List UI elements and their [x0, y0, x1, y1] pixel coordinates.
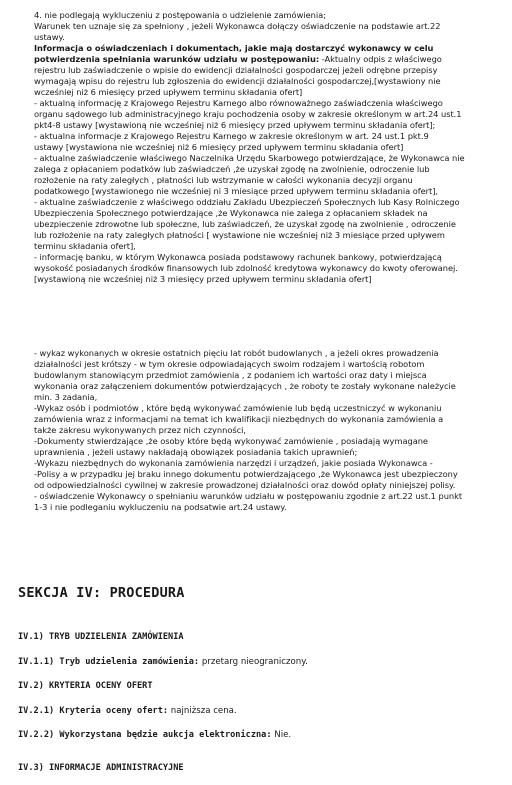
heading-iv-2-1	[18, 706, 498, 717]
text-line: ubezpieczenie zdrowotne lub społeczne, lub zaświadczeń, że uzyskał zgodę na zwolnienie , odroczenie	[34, 219, 456, 229]
heading-label: IV.1.1) Tryb udzielenia zamówienia:	[18, 657, 200, 667]
heading-iv-1-1	[18, 657, 498, 668]
text-line: organu sądowego lub administracyjnego kraju pochodzenia osoby w zakresie określonym w art.24 ust.1	[34, 109, 462, 119]
heading-label: IV.2.2) Wykorzystana będzie aukcja elektroniczna:	[18, 730, 272, 740]
heading-label: IV.3) INFORMACJE ADMINISTRACYJNE	[18, 763, 184, 773]
text-line: Warunek ten uznaje się za spełniony , jeżeli Wykonawca dołączy oświadczenie na podstawie art.22	[34, 21, 441, 31]
text-line: od odpowiedzialności cywilnej w zakresie prowadzonej działalności oraz dowód opłaty niniejszej polisy.	[34, 480, 456, 490]
text-line: - aktualne zaświadczenie z właściwego oddziału Zakładu Ubezpieczeń Społecznych lub Kasy Rolniczego	[34, 197, 460, 207]
text-line: -Wykazu niezbędnych do wykonania zamówienia narzędzi i urządzeń, jakie posiada Wykonawca -	[34, 458, 433, 468]
text-line: 4. nie podlegają wykluczeniu z postępowania o udzielenie zamówienia;	[34, 10, 326, 20]
heading-value: przetarg nieograniczony.	[199, 657, 308, 667]
text-line: -Wykaz osób i podmiotów , które będą wykonywać zamówienie lub będą uczestniczyć w wykonaniu	[34, 403, 442, 413]
heading-value: Nie.	[271, 730, 292, 740]
text-fragment: -Aktualny odpis z właściwego	[319, 54, 442, 64]
required-documents-paragraph	[34, 43, 504, 285]
text-line: działalności jest krótszy - w tym okresie odpowiadających swoim rodzajem i wartością robotom	[34, 359, 425, 369]
text-line: ustawy [wystawiona nie wcześniej niż 6 miesięcy przed upływem terminu składania ofert]	[34, 142, 404, 152]
text-line: wysokość posiadanych środków finansowych lub zdolność kredytowa wykonawcy do kwoty oferowanej.	[34, 263, 458, 273]
text-line: - oświadczenie Wykonawcy o spełnianiu warunków udziału w postępowaniu zgodnie z art.22 ust.1 punkt	[34, 491, 463, 501]
text-line: -Polisy a w przypadku jej braku innego dokumentu potwierdzającego ,że Wykonawca jest ubezpieczony	[34, 469, 458, 479]
text-line: Ubezpieczenia Społecznego potwierdzające ,że Wykonawca nie zalega z opłacaniem składek na	[34, 208, 428, 218]
text-line: min. 3 zadania,	[34, 392, 98, 402]
text-line: rejestru lub zaświadczenie o wpisie do ewidencji działalności gospodarczej jeżeli odrębne przepisy	[34, 65, 438, 75]
heading-label: IV.1) TRYB UDZIELENIA ZAMÓWIENIA	[18, 632, 184, 642]
heading-value: najniższa cena.	[168, 706, 237, 716]
text-line: zalega z opłacaniem podatków lub zaświadczeń ,że uzyskał zgodę na zwolnienie, odroczenie lub	[34, 164, 430, 174]
heading-label: IV.2.1) Kryteria oceny ofert:	[18, 706, 169, 716]
text-line: - informację banku, w którym Wykonawca posiada podstawowy rachunek bankowy, potwierdzającą	[34, 252, 442, 262]
text-line: ustawy.	[34, 32, 65, 42]
text-line: wcześniej niż 6 miesięcy przed upływem terminu składania ofert]	[34, 87, 303, 97]
heading-iv-2	[18, 681, 498, 692]
text-line: -Dokumenty stwierdzające ,że osoby które będą wykonywać zamówienie , posiadają wymagane	[34, 436, 428, 446]
heading-label: IV.2) KRYTERIA OCENY OFERT	[18, 681, 153, 691]
works-list-paragraph	[34, 348, 504, 513]
section-title: SEKCJA IV: PROCEDURA	[18, 585, 185, 601]
text-line: terminu składania ofert],	[34, 241, 136, 251]
text-line: wykonania oraz załączeniem dokumentów potwierdzających , że roboty te zostały wykonane należycie	[34, 381, 456, 391]
text-line: wymagają wpisu do rejestru lub zgłoszenia do ewidencji działalności gospodarczej,[wystawiony nie	[34, 76, 441, 86]
text-line: zamówienia wraz z informacjami na temat ich kwalifikacji niezbędnych do wykonania zamówienia a	[34, 414, 444, 424]
text-line: także zakresu wykonywanych przez nich czynności,	[34, 425, 246, 435]
heading-iv-3	[18, 763, 498, 774]
text-line: podatkowego [wystawionego nie wcześniej ni 3 miesiące przed upływem terminu składania ofert],	[34, 186, 438, 196]
heading-iv-2-2	[18, 730, 498, 741]
text-line: - wykaz wykonanych w okresie ostatnich pięciu lat robót budowlanych , a jeżeli okres prowadzenia	[34, 348, 439, 358]
mixed-line	[34, 54, 504, 65]
text-line: [wystawioną nie wcześniej niż 3 miesięcy przed upływem terminu składania ofert]	[34, 274, 372, 284]
text-line: rozłożenie na raty zaległych , płatności lub wstrzymanie w całości wykonania decyzji organu	[34, 175, 413, 185]
text-line: 1-3 i nie podleganiu wykluczeniu na podsatwie art.24 ustawy.	[34, 502, 287, 512]
text-line: pkt4-8 ustawy [wystawioną nie wcześniej niż 6 miesięcy przed upływem terminu składania ofert];	[34, 120, 436, 130]
bold-heading-fragment: potwierdzenia spełniania warunków udziału w postępowaniu:	[34, 54, 320, 64]
text-line: - aktualną informację z Krajowego Rejestru Karnego albo równoważnego zaświadczenia właściwego	[34, 98, 443, 108]
text-line: uprawnienia , jeżeli ustawy nakładają obowiązek posiadania takich uprawnień;	[34, 447, 358, 457]
text-line: budowlanym stanowiącym przedmiot zamówienia , z podaniem ich wartości oraz daty i miejsca	[34, 370, 427, 380]
text-line: - aktualne zaświadczenie właściwego Naczelnika Urzędu Skarbowego potwierdzające, że Wykonawca nie	[34, 153, 465, 163]
heading-iv-1	[18, 632, 498, 643]
exclusion-condition-paragraph	[34, 10, 504, 43]
text-line: - aktualna informacje z Krajowego Rejestru Karnego w zakresie określonym w art. 24 ust.1 pkt.9	[34, 131, 429, 141]
text-line: lub rozłożenie na raty zaległych płatności [ wystawione nie wcześniej niż 3 miesiące przed upływem	[34, 230, 445, 240]
bold-heading-line: Informacja o oświadczeniach i dokumentach, jakie mają dostarczyć wykonawcy w celu	[34, 43, 434, 53]
